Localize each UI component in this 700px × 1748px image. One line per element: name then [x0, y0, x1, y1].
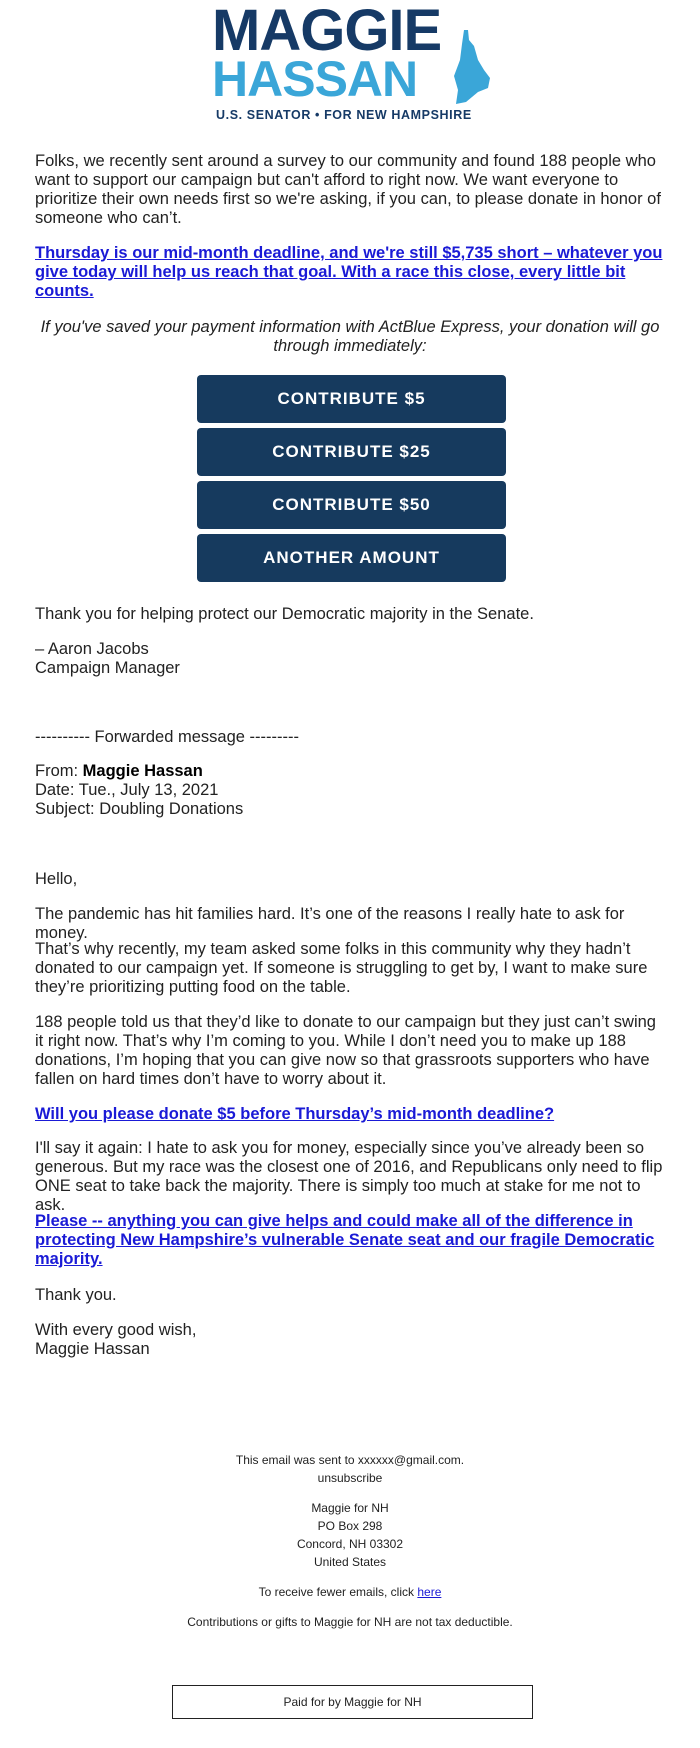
deadline-callout [35, 244, 665, 301]
letter-paragraph-4: I'll say it again: I hate to ask you for money, especially since you’ve already been so generous. But my race was the closest one of 2016, and Republicans only need to flip ONE seat to take back the majority. There is simply too much at stake for me not to ask. [35, 1139, 663, 1214]
new-hampshire-state-icon [452, 30, 492, 104]
signer-title: Campaign Manager [35, 659, 180, 677]
letter-signature: Maggie Hassan [35, 1340, 150, 1358]
actblue-note: If you've saved your payment information with ActBlue Express, your donation will go through immediately: [40, 318, 660, 355]
logo-last-name: HASSAN [212, 51, 418, 107]
footer-org: Maggie for NH [311, 1501, 389, 1515]
letter-paragraph-2: That’s why recently, my team asked some folks in this community why they hadn’t donated to our campaign yet. If someone is struggling to get by, I want to make sure they’re prioritizing putting food on the table. [35, 940, 648, 996]
fewer-emails-text: To receive fewer emails, click [258, 1585, 418, 1599]
fewer-emails-link[interactable]: here [417, 1585, 442, 1599]
unsubscribe-link[interactable]: unsubscribe [317, 1471, 383, 1485]
forwarded-from [35, 762, 665, 781]
letter-thank-you: Thank you. [35, 1286, 117, 1304]
contribute-5-button[interactable]: CONTRIBUTE $5 [197, 375, 506, 423]
intro-paragraph [35, 152, 665, 228]
deadline-donate-link[interactable]: Thursday is our mid-month deadline, and we're still $5,735 short – whatever you give today will help us reach that goal. With a race this close, every little bit counts. [35, 244, 663, 300]
letter-paragraph-1: The pandemic has hit families hard. It’s one of the reasons I really hate to ask for money. [35, 905, 625, 942]
footer-tax-note: Contributions or gifts to Maggie for NH are not tax deductible. [187, 1615, 513, 1629]
footer-unsubscribe [0, 1469, 700, 1488]
closing-thanks: Thank you for helping protect our Democratic majority in the Senate. [35, 605, 534, 623]
footer-city: Concord, NH 03302 [296, 1537, 404, 1551]
donate-5-link[interactable]: Will you please donate $5 before Thursday’s mid-month deadline? [35, 1105, 555, 1123]
forwarded-date: Date: Tue., July 13, 2021 [35, 781, 219, 799]
letter-greeting: Hello, [35, 870, 78, 888]
donate-any-amount-link[interactable]: Please -- anything you can give helps and could make all of the difference in protecting New Hampshire’s vulnerable Senate seat and our fragile Democratic majority. [35, 1212, 655, 1268]
contribute-25-button[interactable]: CONTRIBUTE $25 [197, 428, 506, 476]
from-label: From: [35, 762, 83, 780]
campaign-logo [212, 0, 492, 126]
forwarded-subject: Subject: Doubling Donations [35, 800, 244, 818]
paid-for-text: Paid for by Maggie for NH [283, 1695, 422, 1709]
letter-paragraph-3: 188 people told us that they’d like to donate to our campaign but they just can’t swing it right now. That’s why I’m coming to you. While I don’t need you to make up 188 donations, I’m hoping that you can give now so that grassroots supporters who have fallen on hard times don’t have to worry about it. [35, 1013, 656, 1088]
footer-country: United States [313, 1555, 387, 1569]
logo-first-name: MAGGIE [212, 0, 442, 63]
footer-sent-to: This email was sent to xxxxxx@gmail.com. [235, 1453, 465, 1467]
from-name: Maggie Hassan [82, 762, 203, 780]
contribute-50-button[interactable]: CONTRIBUTE $50 [197, 481, 506, 529]
footer-fewer-emails [0, 1583, 700, 1602]
letter-signoff: With every good wish, [35, 1321, 197, 1339]
forwarded-separator: ---------- Forwarded message --------- [35, 728, 299, 746]
signer-name: – Aaron Jacobs [35, 640, 149, 658]
logo-tagline: U.S. SENATOR • FOR NEW HAMPSHIRE [216, 108, 472, 122]
intro-text: Folks, we recently sent around a survey to our community and found 188 people who want to support our campaign but can't afford to right now. We want everyone to prioritize their own needs first so we're asking, if you can, to please donate in honor of someone who can’t. [35, 152, 661, 227]
letter-donate-callout-1 [35, 1105, 665, 1124]
letter-donate-callout-2 [35, 1212, 665, 1269]
another-amount-button[interactable]: ANOTHER AMOUNT [197, 534, 506, 582]
paid-for-box [172, 1685, 533, 1719]
footer-po-box: PO Box 298 [317, 1519, 383, 1533]
